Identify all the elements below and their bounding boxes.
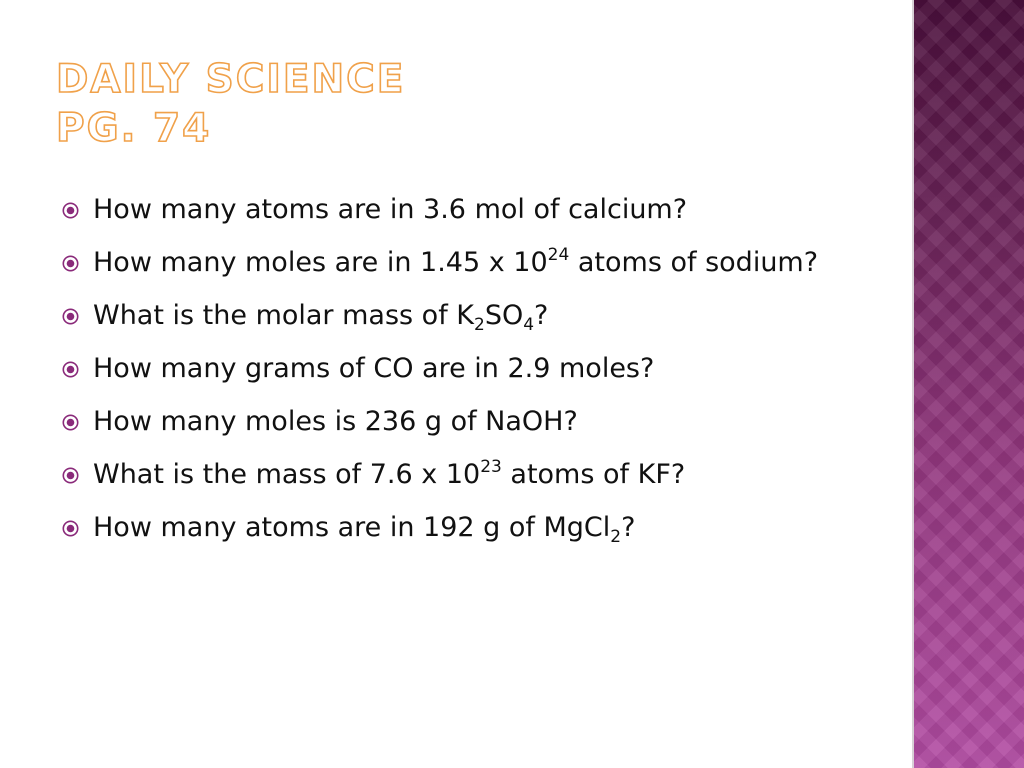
question-text: How many atoms are in 3.6 mol of calcium? [93,194,688,225]
question-item [62,400,862,444]
subscript: 2 [474,315,485,335]
formula-part: SO [484,300,524,331]
circle-dot-bullet-icon [62,467,79,484]
question-text: How many moles are in 1.45 x 10 [93,247,548,278]
slide-title [56,55,405,153]
question-item [62,188,862,232]
question-text: How many moles is 236 g of NaOH? [93,406,578,437]
question-item [62,294,862,338]
circle-dot-bullet-icon [62,361,79,378]
circle-dot-bullet-icon [62,520,79,537]
question-text-tail: atoms of KF? [501,459,686,490]
question-item [62,241,862,285]
circle-dot-bullet-icon [62,255,79,272]
question-text: How many grams of CO are in 2.9 moles? [93,353,655,384]
title-line-2: PG. 74 [56,106,212,151]
question-text: What is the molar mass of K [93,300,474,331]
circle-dot-bullet-icon [62,308,79,325]
question-text-tail: atoms of sodium? [569,247,819,278]
question-text: How many atoms are in 192 g of MgCl [93,512,611,543]
decorative-side-band [912,0,1024,768]
question-list [62,188,862,559]
title-line-1: DAILY SCIENCE [56,57,406,102]
subscript: 2 [610,527,622,547]
question-text: What is the mass of 7.6 x 10 [93,459,481,490]
exponent: 23 [480,457,502,477]
question-text-tail: ? [621,512,636,543]
question-text-tail: ? [534,300,549,331]
question-item [62,453,862,497]
circle-dot-bullet-icon [62,414,79,431]
exponent: 24 [547,245,570,265]
question-item [62,347,862,391]
circle-dot-bullet-icon [62,202,79,219]
question-item [62,506,862,550]
subscript: 4 [523,315,535,335]
